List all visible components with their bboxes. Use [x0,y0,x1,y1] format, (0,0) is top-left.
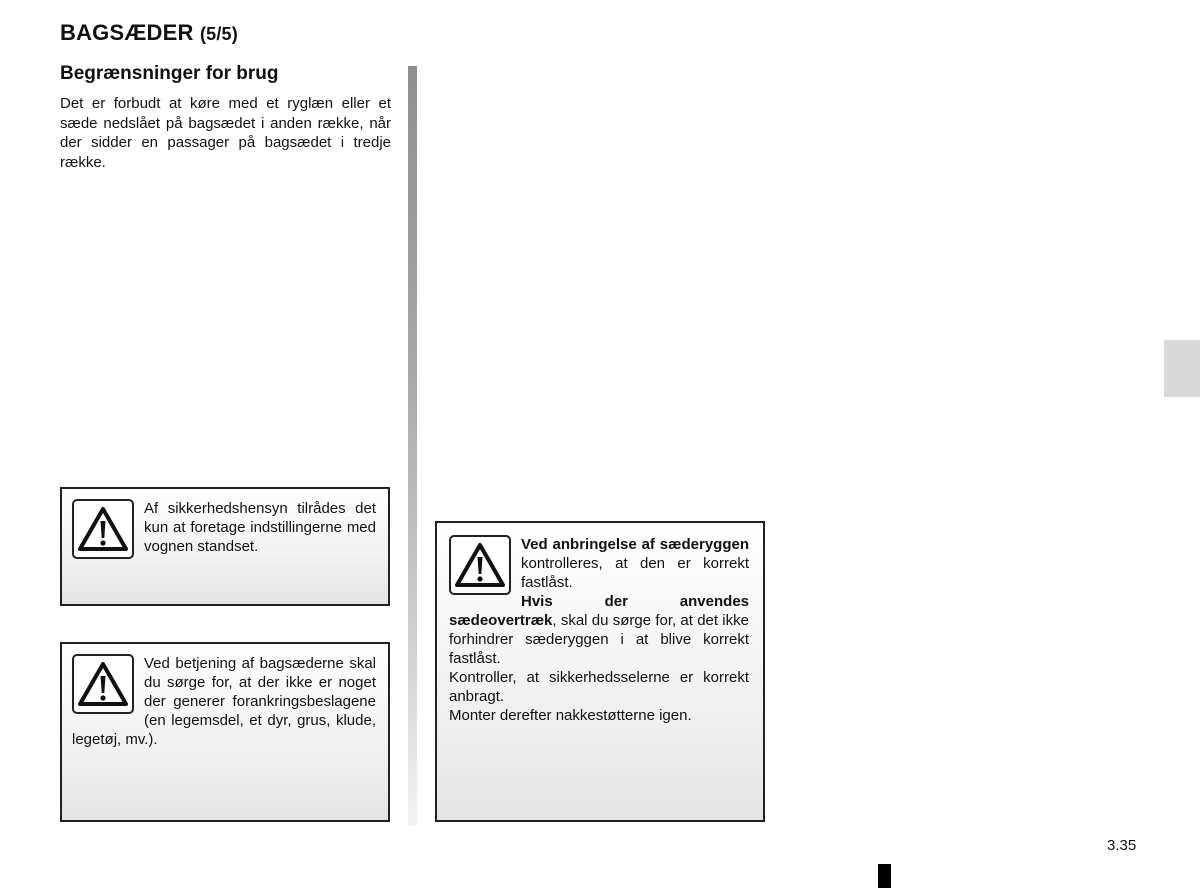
warning-paragraph-2 [449,592,749,668]
page-title-suffix: (5/5) [199,24,238,44]
chapter-tab [1164,340,1200,397]
warning-triangle-icon [72,654,134,714]
page-title [60,20,238,46]
page-number: 3.35 [1107,837,1137,854]
warning-box-seatback [435,521,765,822]
warning-rest-2: , skal du sørge for, at det ikke forhindrer sæderyggen i at blive korrekt fastlåst. [449,612,749,667]
warning-text: Af sikkerhedshensyn tilrådes det kun at foretage indstillingerne med vognen standset. [144,500,376,555]
warning-triangle-icon [72,499,134,559]
warning-rest-1: kontrolleres, at den er korrekt fastlåst. [521,555,749,591]
bottom-marker [878,864,891,888]
warning-bold-2: Hvis der anvendes sædeovertræk [449,593,749,629]
warning-text: Ved betjening af bagsæderne skal du sørge for, at der ikke er noget der generer forankringsbeslagene (en legemsdel, et dyr, grus, klude, legetøj, mv.). [72,655,376,748]
warning-paragraph-4: Monter derefter nakkestøtterne igen. [449,707,692,724]
column-divider [408,66,417,826]
warning-box-safety [60,487,390,606]
warning-box-anchorage [60,642,390,822]
warning-bold-1: Ved anbringelse af sæderyggen [521,536,749,553]
page-title-text: BAGSÆDER [60,20,194,45]
intro-paragraph: Det er forbudt at køre med et ryglæn eller et sæde nedslået på bagsædet i anden række, når der sidder en passager på bagsædet i tredje række. [60,95,391,171]
warning-paragraph-3: Kontroller, at sikkerhedsselerne er korrekt anbragt. [449,669,749,705]
section-heading: Begrænsninger for brug [60,63,279,84]
warning-triangle-icon [449,535,511,595]
